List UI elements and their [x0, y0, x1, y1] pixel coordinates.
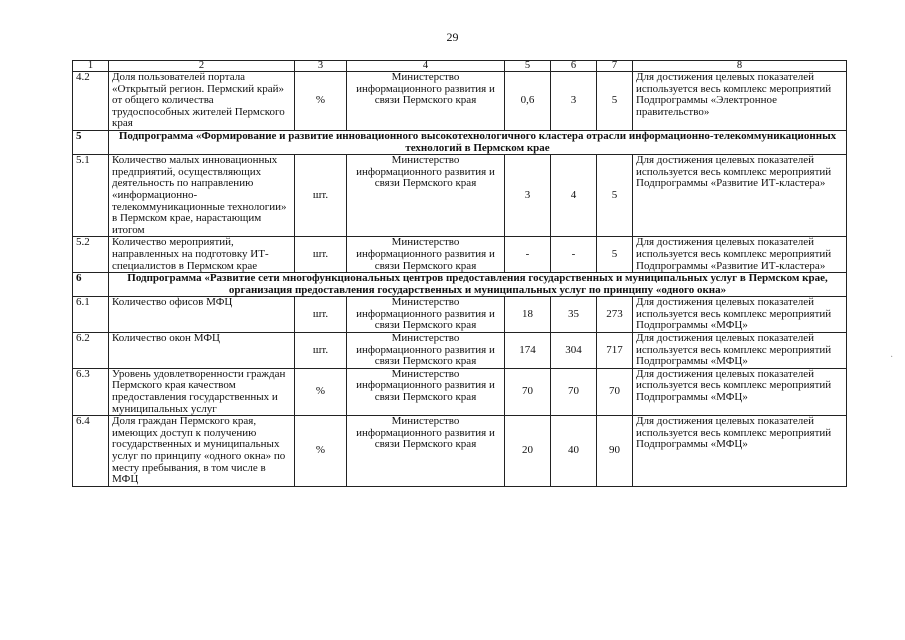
row-number: 5.2: [73, 237, 109, 273]
value-col-5: 20: [505, 416, 551, 487]
value-col-6: 35: [551, 297, 597, 333]
row-number: 6.4: [73, 416, 109, 487]
row-number: 5.1: [73, 155, 109, 237]
header-cell: 7: [597, 61, 633, 72]
table-row: [73, 297, 847, 333]
table-row: [73, 416, 847, 487]
value-col-7: 5: [597, 72, 633, 131]
value-col-5: -: [505, 237, 551, 273]
indicator-name: Количество малых инновационных предприятий, осуществляющих деятельность по направлению «информационно-телекоммуникационные технологии» в Пермском крае, нарастающим итогом: [109, 155, 295, 237]
unit-of-measure: %: [295, 368, 347, 415]
header-row: [73, 61, 847, 72]
indicator-name: Доля граждан Пермского края, имеющих доступ к получению государственных и муниципальных услуг по принципу «одного окна» по месту пребывания, в том числе в МФЦ: [109, 416, 295, 487]
indicator-name: Количество окон МФЦ: [109, 333, 295, 369]
value-col-6: 70: [551, 368, 597, 415]
value-col-5: 3: [505, 155, 551, 237]
table-row: [73, 72, 847, 131]
note-text: Для достижения целевых показателей используется весь комплекс мероприятий Подпрограммы «Развитие ИТ-кластера»: [633, 237, 847, 273]
value-col-6: 40: [551, 416, 597, 487]
table-row: [73, 155, 847, 237]
header-cell: 5: [505, 61, 551, 72]
margin-mark: ·: [890, 352, 894, 363]
page-number: 29: [446, 30, 459, 44]
value-col-5: 174: [505, 333, 551, 369]
value-col-6: 304: [551, 333, 597, 369]
note-text: Для достижения целевых показателей используется весь комплекс мероприятий Подпрограммы «Электронное правительство»: [633, 72, 847, 131]
value-col-7: 717: [597, 333, 633, 369]
header-cell: 3: [295, 61, 347, 72]
unit-of-measure: шт.: [295, 237, 347, 273]
value-col-6: -: [551, 237, 597, 273]
responsible-body: Министерство информационного развития и связи Пермского края: [347, 368, 505, 415]
indicator-name: Уровень удовлетворенности граждан Пермского края качеством предоставления государственных и муниципальных услуг: [109, 368, 295, 415]
row-number: 6.2: [73, 333, 109, 369]
value-col-7: 90: [597, 416, 633, 487]
unit-of-measure: шт.: [295, 297, 347, 333]
row-number: 6.3: [73, 368, 109, 415]
section-row: [73, 130, 847, 154]
indicator-name: Доля пользователей портала «Открытый регион. Пермский край» от общего количества трудоспособных жителей Пермского края: [109, 72, 295, 131]
note-text: Для достижения целевых показателей используется весь комплекс мероприятий Подпрограммы «МФЦ»: [633, 368, 847, 415]
targets-table: [72, 60, 847, 487]
section-title: Подпрограмма «Развитие сети многофункциональных центров предоставления государственных и муниципальных услуг в Пермском крае, организация предоставления государственных и муниципальных услуг по принципу «одного окна»: [109, 273, 847, 297]
row-number: 6.1: [73, 297, 109, 333]
section-title: Подпрограмма «Формирование и развитие инновационного высокотехнологичного кластера отрасли информационно-телекоммуникационных технологий в Пермском крае: [109, 130, 847, 154]
indicator-name: Количество мероприятий, направленных на подготовку ИТ-специалистов в Пермском крае: [109, 237, 295, 273]
indicator-name: Количество офисов МФЦ: [109, 297, 295, 333]
responsible-body: Министерство информационного развития и связи Пермского края: [347, 155, 505, 237]
section-number: 6: [73, 273, 109, 297]
note-text: Для достижения целевых показателей используется весь комплекс мероприятий Подпрограммы «МФЦ»: [633, 333, 847, 369]
value-col-7: 5: [597, 237, 633, 273]
unit-of-measure: шт.: [295, 155, 347, 237]
value-col-6: 4: [551, 155, 597, 237]
section-number: 5: [73, 130, 109, 154]
header-cell: 2: [109, 61, 295, 72]
responsible-body: Министерство информационного развития и связи Пермского края: [347, 297, 505, 333]
value-col-5: 18: [505, 297, 551, 333]
unit-of-measure: шт.: [295, 333, 347, 369]
table-row: [73, 333, 847, 369]
row-number: 4.2: [73, 72, 109, 131]
value-col-5: 70: [505, 368, 551, 415]
note-text: Для достижения целевых показателей используется весь комплекс мероприятий Подпрограммы «МФЦ»: [633, 297, 847, 333]
responsible-body: Министерство информационного развития и связи Пермского края: [347, 416, 505, 487]
header-cell: 8: [633, 61, 847, 72]
value-col-5: 0,6: [505, 72, 551, 131]
header-cell: 6: [551, 61, 597, 72]
value-col-7: 5: [597, 155, 633, 237]
unit-of-measure: %: [295, 72, 347, 131]
value-col-7: 273: [597, 297, 633, 333]
note-text: Для достижения целевых показателей используется весь комплекс мероприятий Подпрограммы «МФЦ»: [633, 416, 847, 487]
section-row: [73, 273, 847, 297]
header-cell: 4: [347, 61, 505, 72]
responsible-body: Министерство информационного развития и связи Пермского края: [347, 237, 505, 273]
responsible-body: Министерство информационного развития и связи Пермского края: [347, 333, 505, 369]
header-cell: 1: [73, 61, 109, 72]
value-col-6: 3: [551, 72, 597, 131]
value-col-7: 70: [597, 368, 633, 415]
table-row: [73, 368, 847, 415]
unit-of-measure: %: [295, 416, 347, 487]
note-text: Для достижения целевых показателей используется весь комплекс мероприятий Подпрограммы «Развитие ИТ-кластера»: [633, 155, 847, 237]
table-row: [73, 237, 847, 273]
responsible-body: Министерство информационного развития и связи Пермского края: [347, 72, 505, 131]
